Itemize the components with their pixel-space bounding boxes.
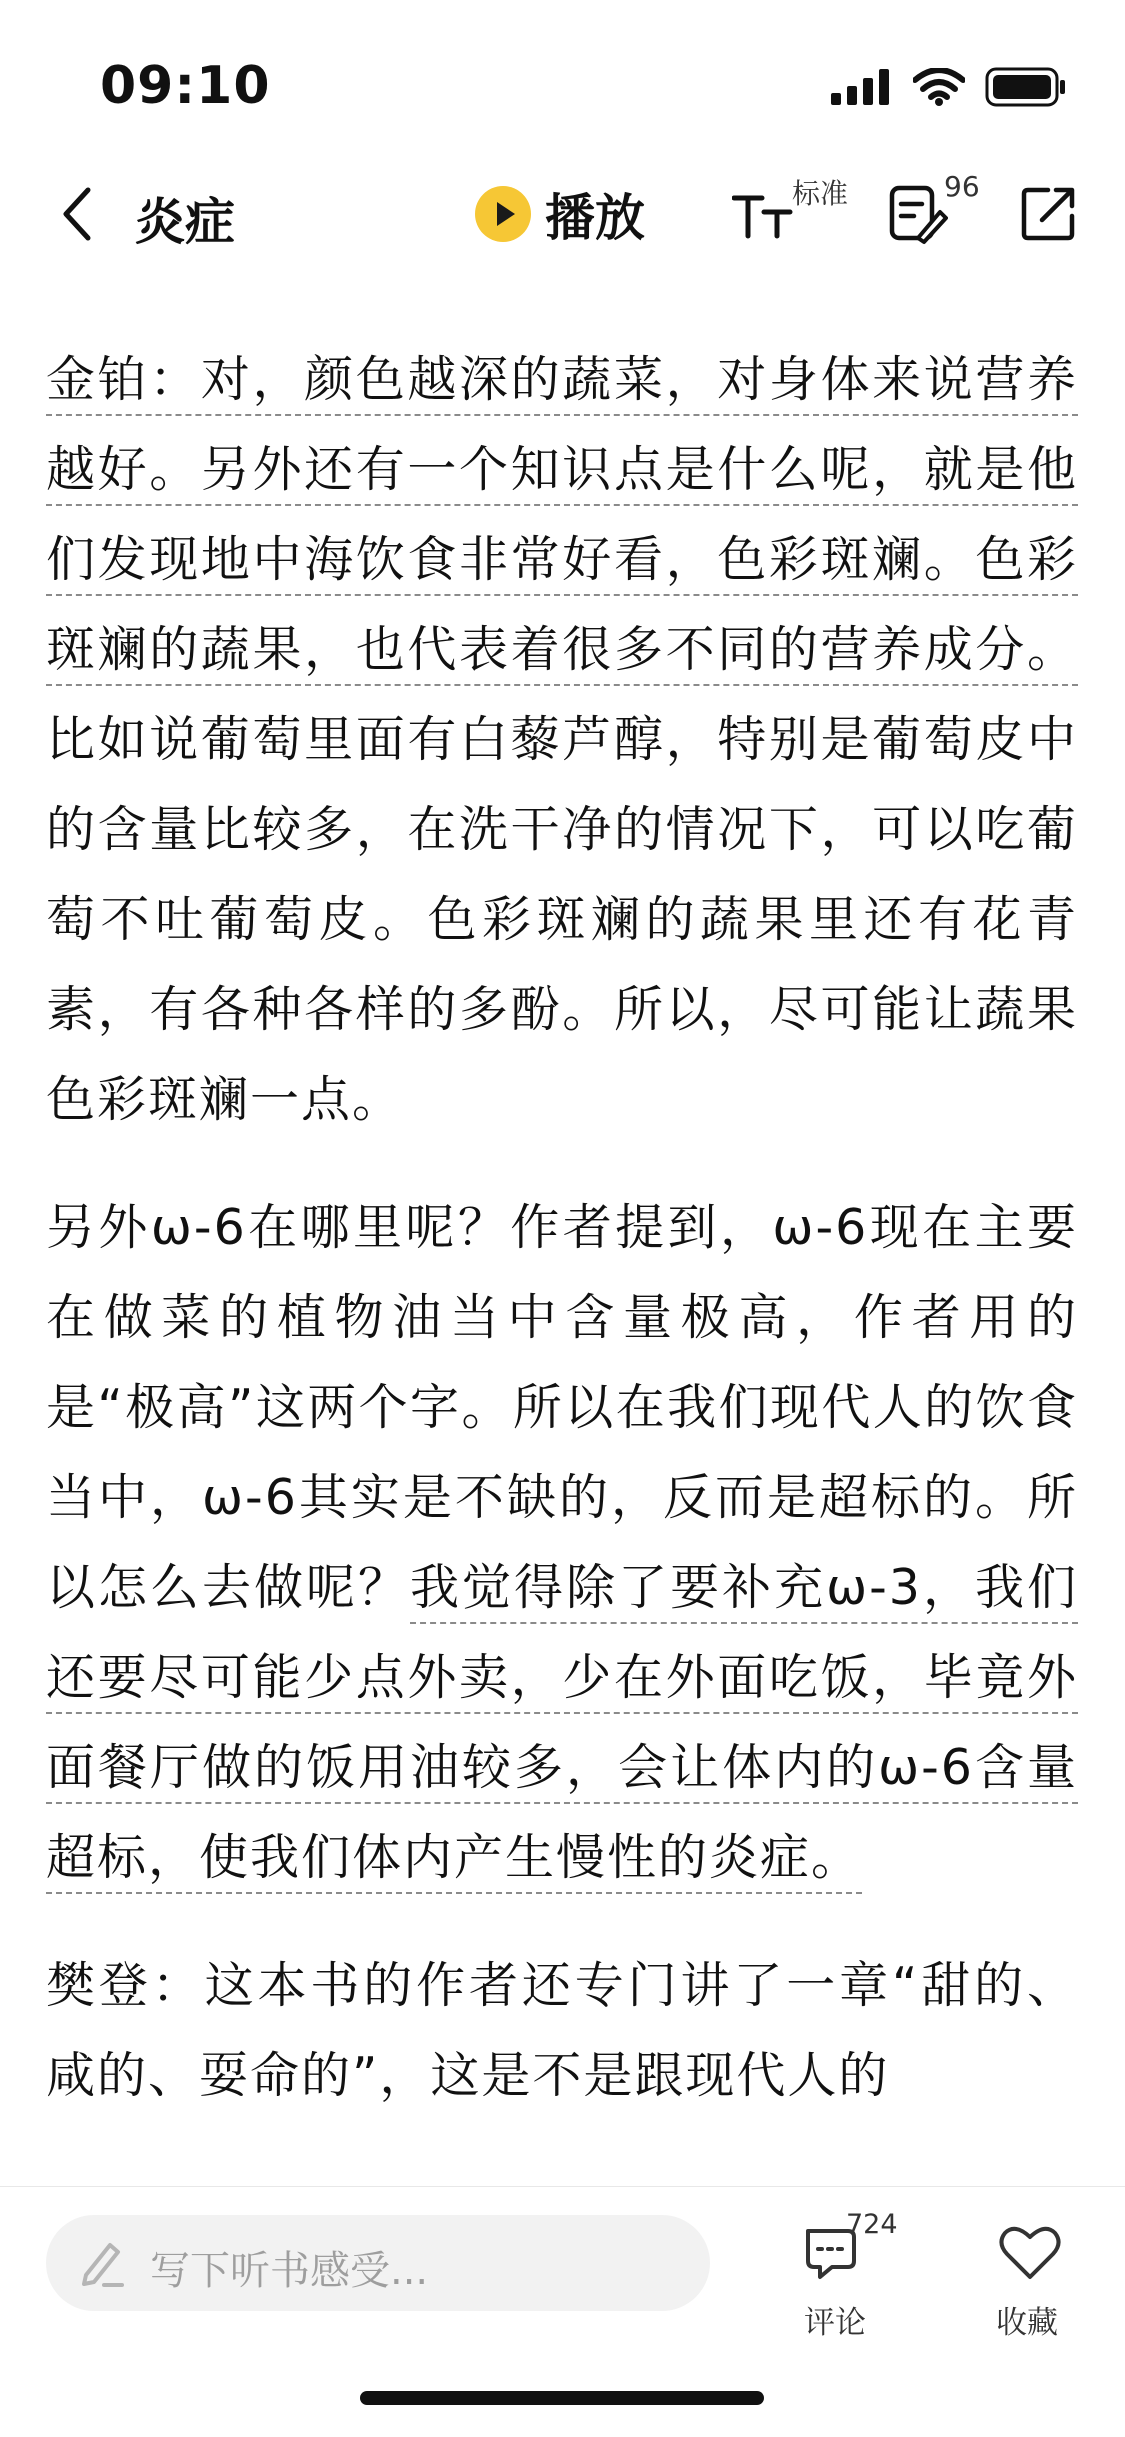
paragraph-text: 另外ω-6在哪里呢？作者提到，ω-6现在主要在做菜的植物油当中含量极高，作者用的是“极高”这两个字。所以在我们现代人的饮食当中，ω-6其实是不缺的，反而是超标的。所以怎么去做呢？ <box>46 1199 1078 1616</box>
font-size-button[interactable] <box>732 178 862 258</box>
heart-icon <box>995 2219 1065 2289</box>
status-time: 09:10 <box>100 56 271 116</box>
favorite-label: 收藏 <box>996 2305 1058 2341</box>
play-button[interactable] <box>475 178 645 250</box>
input-placeholder: 写下听书感受... <box>150 2248 429 2294</box>
status-icons <box>831 64 1067 110</box>
paragraph <box>46 1183 1078 1903</box>
share-button[interactable] <box>1018 182 1080 244</box>
text-size-icon <box>732 178 794 248</box>
comment-label: 评论 <box>804 2305 866 2341</box>
signal-icon <box>831 69 893 105</box>
highlighted-text[interactable]: 金铂：对，颜色越深的蔬菜，对身体来说营养越好。另外还有一个知识点是什么呢，就是他们发现地中海饮食非常好看，色彩斑斓。色彩斑斓的蔬果，也代表着很多不同的营养成分。 <box>46 351 1078 678</box>
play-label: 播放 <box>545 189 645 247</box>
back-button[interactable] <box>48 178 108 250</box>
comment-count: 724 <box>846 2209 898 2240</box>
nav-bar <box>0 160 1125 270</box>
font-size-label: 标准 <box>792 177 849 210</box>
chevron-left-icon <box>48 178 108 250</box>
status-bar <box>0 0 1125 160</box>
favorite-button[interactable] <box>980 2209 1080 2341</box>
page-title: 炎症 <box>135 193 235 251</box>
paragraph: 樊登：这本书的作者还专门讲了一章“甜的、咸的、耍命的”，这是不是跟现代人的 <box>46 1957 1078 2104</box>
paragraph <box>46 335 1078 1145</box>
battery-icon <box>985 67 1067 107</box>
share-icon <box>1018 182 1080 244</box>
wifi-icon <box>913 68 965 106</box>
notes-button[interactable] <box>888 170 998 258</box>
article-content <box>46 335 1078 2159</box>
paragraph-text: 比如说葡萄里面有白藜芦醇，特别是葡萄皮中的含量比较多，在洗干净的情况下，可以吃葡萄不吐葡萄皮。色彩斑斓的蔬果里还有花青素，有各种各样的多酚。所以，尽可能让蔬果色彩斑斓一点。 <box>46 711 1078 1128</box>
play-icon <box>475 186 531 242</box>
pen-icon <box>76 2235 132 2291</box>
highlighted-text[interactable]: 我觉得除了要补充ω-3，我们还要尽可能少点外卖，少在外面吃饭，毕竟外面餐厅做的饭用油较多，会让体内的ω-6含量超标，使我们体内产生慢性的炎症。 <box>46 1559 1078 1886</box>
home-indicator <box>360 2391 764 2405</box>
comment-input[interactable] <box>46 2215 710 2311</box>
notes-count: 96 <box>944 170 980 203</box>
comment-button[interactable] <box>788 2209 898 2341</box>
note-edit-icon <box>888 178 948 248</box>
